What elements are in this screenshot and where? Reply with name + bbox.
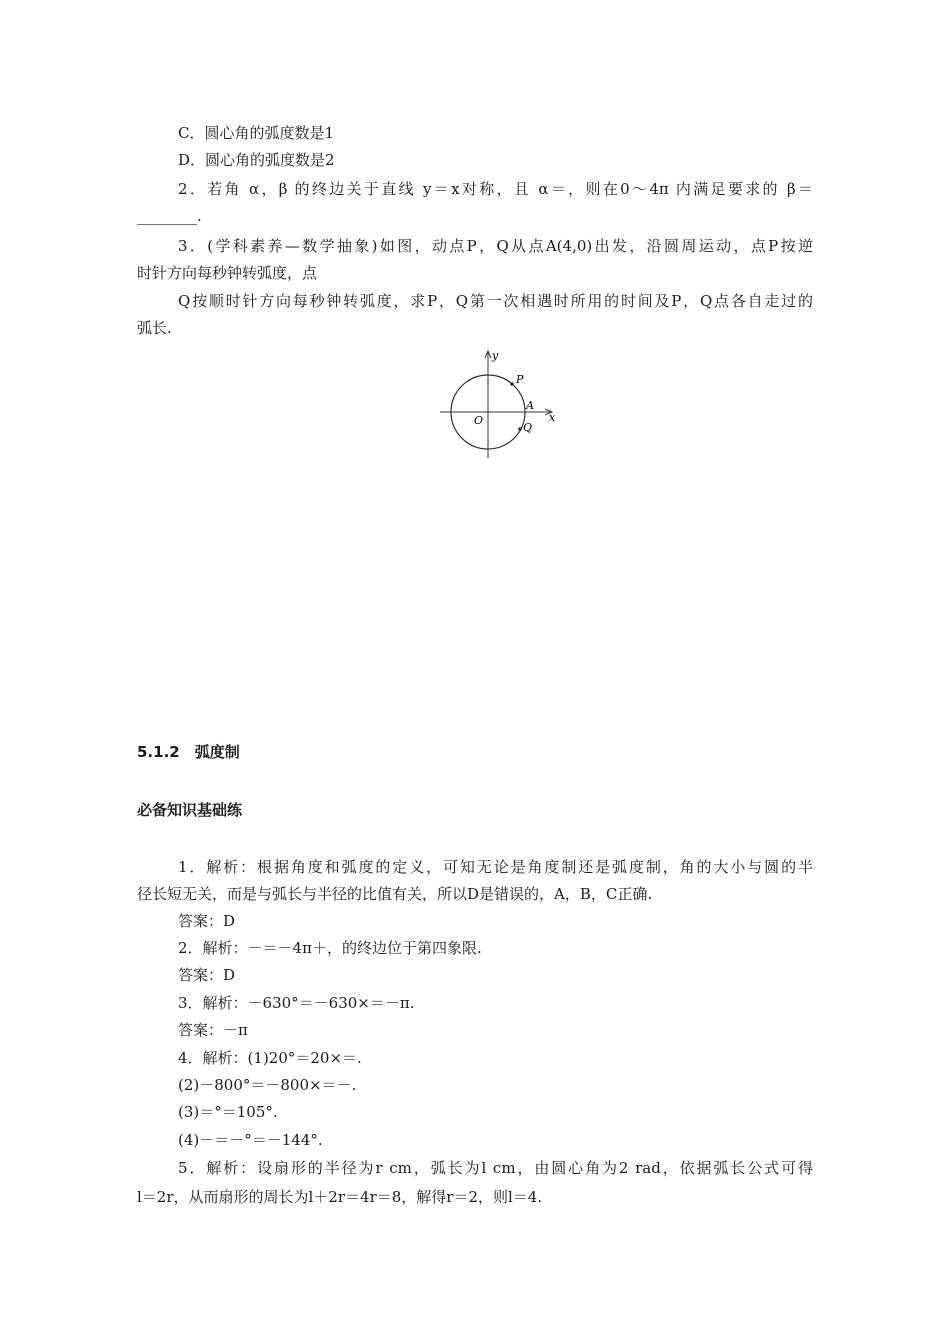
p-label: P [516, 373, 524, 386]
origin-label: O [474, 414, 484, 427]
answer-3-line: 3．解析：－630°＝－630×＝－π. [178, 994, 415, 1012]
question-2-line-1: 2．若角 α，β 的终边关于直线 y＝x对称，且 α＝，则在0～4π 内满足要求的 β＝ [178, 180, 813, 198]
question-3-line-1: 3．(学科素养—数学抽象)如图，动点P，Q从点A(4,0)出发，沿圆周运动，点P按逆 [178, 237, 813, 255]
answer-4-part-3: (3)＝°＝105°. [178, 1103, 278, 1121]
circle-figure [436, 348, 562, 460]
answer-1-result: 答案：D [178, 912, 236, 930]
q-label: Q [523, 421, 533, 434]
question-3-line-4: 弧长. [137, 319, 172, 337]
answer-2-line: 2．解析：－＝－4π＋，的终边位于第四象限. [178, 939, 482, 957]
question-3-line-2: 时针方向每秒钟转弧度，点 [137, 264, 318, 282]
answer-1-line-1: 1．解析：根据角度和弧度的定义，可知无论是角度制还是弧度制，角的大小与圆的半 [178, 858, 813, 876]
answer-4-part-4: (4)－＝－°＝－144°. [178, 1131, 323, 1149]
answer-5-line-1: 5．解析：设扇形的半径为r cm，弧长为l cm，由圆心角为2 rad，依据弧长公式可得 [178, 1159, 813, 1177]
x-label: x [549, 411, 556, 424]
option-c: C．圆心角的弧度数是1 [178, 124, 335, 142]
a-label: A [526, 399, 534, 412]
question-2-line-2: ________. [137, 207, 202, 225]
question-3-line-3: Q按顺时针方向每秒钟转弧度，求P，Q第一次相遇时所用的时间及P，Q点各自走过的 [178, 292, 813, 310]
answer-3-result: 答案：－π [178, 1021, 248, 1039]
y-label: y [492, 349, 499, 362]
section-title: 5.1.2 弧度制 [137, 743, 240, 761]
answer-5-line-2: l＝2r，从而扇形的周长为l＋2r＝4r＝8，解得r＝2，则l＝4. [137, 1188, 543, 1206]
answer-4-part-2: (2)－800°＝－800×＝－. [178, 1076, 357, 1094]
answer-1-line-2: 径长短无关，而是与弧长与半径的比值有关，所以D是错误的，A，B，C正确. [137, 885, 653, 903]
point-q-dot [518, 427, 522, 431]
answer-2-result: 答案：D [178, 966, 236, 984]
point-p-dot [510, 382, 514, 386]
section-subtitle: 必备知识基础练 [137, 801, 243, 819]
answer-4-line: 4．解析：(1)20°＝20×＝. [178, 1049, 362, 1067]
option-d: D．圆心角的弧度数是2 [178, 151, 335, 169]
